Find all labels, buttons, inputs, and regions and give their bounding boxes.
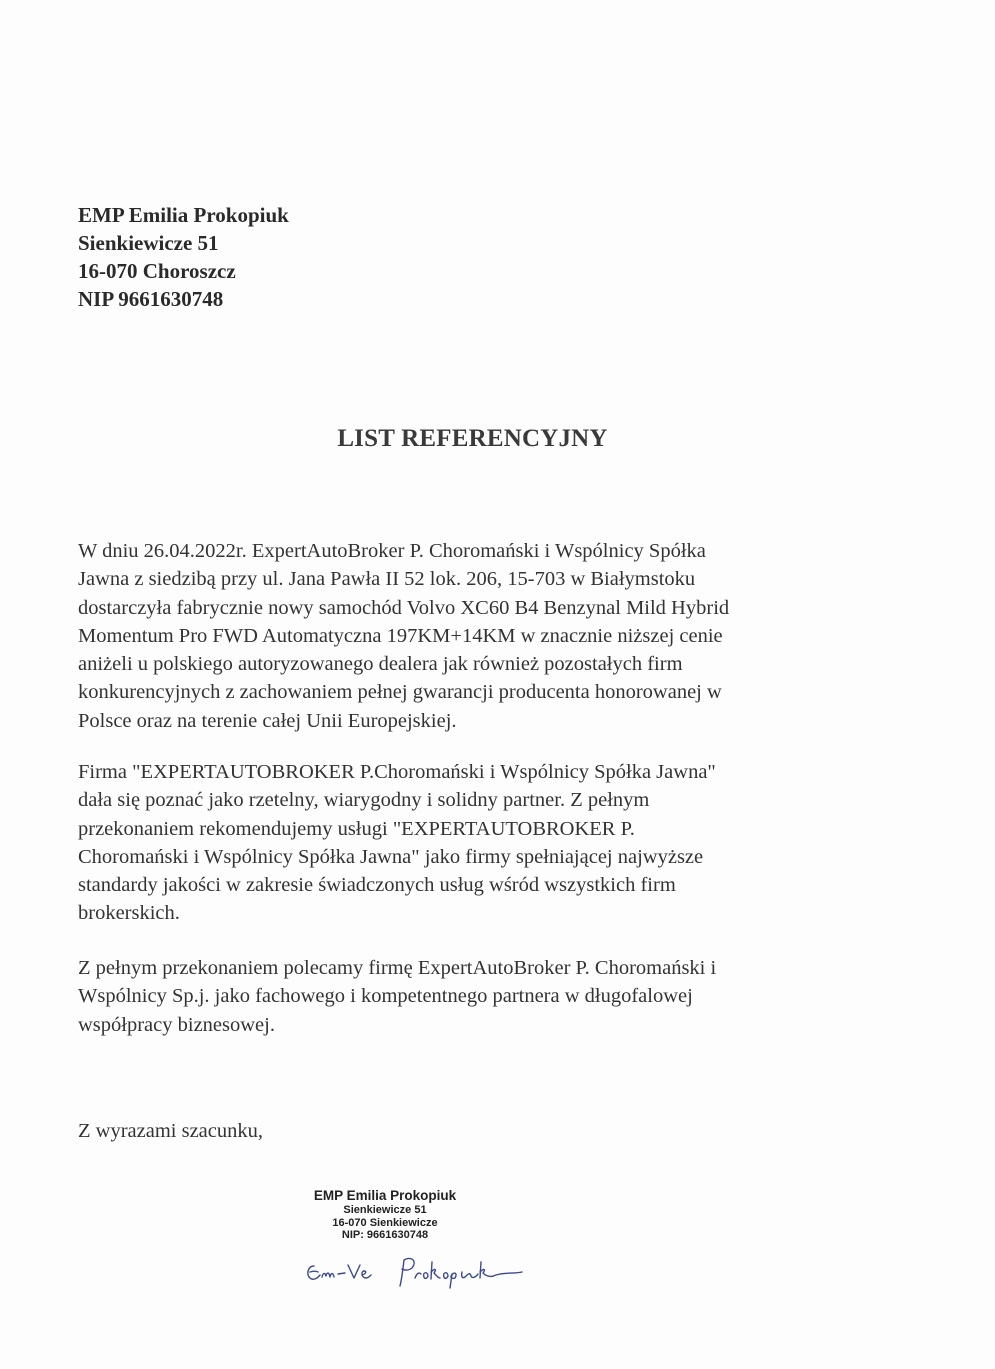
stamp-city: 16-070 Sienkiewicze (332, 1216, 438, 1229)
company-stamp (290, 1188, 480, 1242)
sender-block (78, 201, 289, 313)
sender-street: Sienkiewicze 51 (78, 231, 219, 255)
paragraph-1-line: Momentum Pro FWD Automatyczna 197KM+14KM w znacznie niższej cenie (78, 624, 723, 647)
paragraph-1-line: aniżeli u polskiego autoryzowanego dealera jak również pozostałych firm (78, 653, 683, 676)
paragraph-1-line: W dniu 26.04.2022r. ExpertAutoBroker P. Choromański i Wspólnicy Spółka (78, 540, 706, 562)
paragraph-1 (78, 537, 878, 735)
sender-city: 16-070 Choroszcz (78, 259, 236, 283)
paragraph-2-line: Firma "EXPERTAUTOBROKER P.Choromański i Wspólnicy Spółka Jawna" (78, 761, 716, 783)
signature-text: Em-Ve Prokopiuk (300, 1250, 308, 1251)
paragraph-1-line: dostarczyła fabrycznie nowy samochód Volvo XC60 B4 Benzynal Mild Hybrid (78, 596, 730, 619)
sender-name: EMP Emilia Prokopiuk (78, 203, 289, 227)
letter-title: LIST REFERENCYJNY (337, 425, 608, 452)
paragraph-2-line: dała się poznać jako rzetelny, wiarygodny i solidny partner. Z pełnym (78, 789, 650, 812)
paragraph-1-line: Jawna z siedzibą przy ul. Jana Pawła II 52 lok. 206, 15-703 w Białymstoku (78, 568, 696, 591)
paragraph-3-line: Wspólnicy Sp.j. jako fachowego i kompetentnego partnera w długofalowej (78, 985, 693, 1008)
paragraph-1-line: Polsce oraz na terenie całej Unii Europejskiej. (78, 709, 457, 732)
stamp-street: Sienkiewicze 51 (343, 1204, 427, 1216)
paragraph-2-line: przekonaniem rekomendujemy usługi "EXPERTAUTOBROKER P. (78, 817, 635, 840)
handwritten-signature (300, 1250, 530, 1295)
paragraph-2-line: brokerskich. (78, 902, 180, 925)
stamp-nip: NIP: 9661630748 (341, 1229, 429, 1241)
closing-salutation: Z wyrazami szacunku, (78, 1120, 263, 1142)
paragraph-3-line: Z pełnym przekonaniem polecamy firmę ExpertAutoBroker P. Choromański i (78, 957, 717, 979)
paragraph-2-line: standardy jakości w zakresie świadczonych usług wśród wszystkich firm (78, 874, 676, 897)
paragraph-2 (78, 758, 878, 928)
paragraph-2-line: Choromański i Wspólnicy Spółka Jawna" jako firmy spełniającej najwyższe (78, 845, 704, 868)
sender-nip: NIP 9661630748 (78, 287, 224, 311)
paragraph-3 (78, 954, 878, 1039)
paragraph-1-line: konkurencyjnych z zachowaniem pełnej gwarancji producenta honorowanej w (78, 681, 722, 704)
paragraph-3-line: współpracy biznesowej. (78, 1013, 275, 1036)
stamp-name: EMP Emilia Prokopiuk (313, 1188, 457, 1203)
